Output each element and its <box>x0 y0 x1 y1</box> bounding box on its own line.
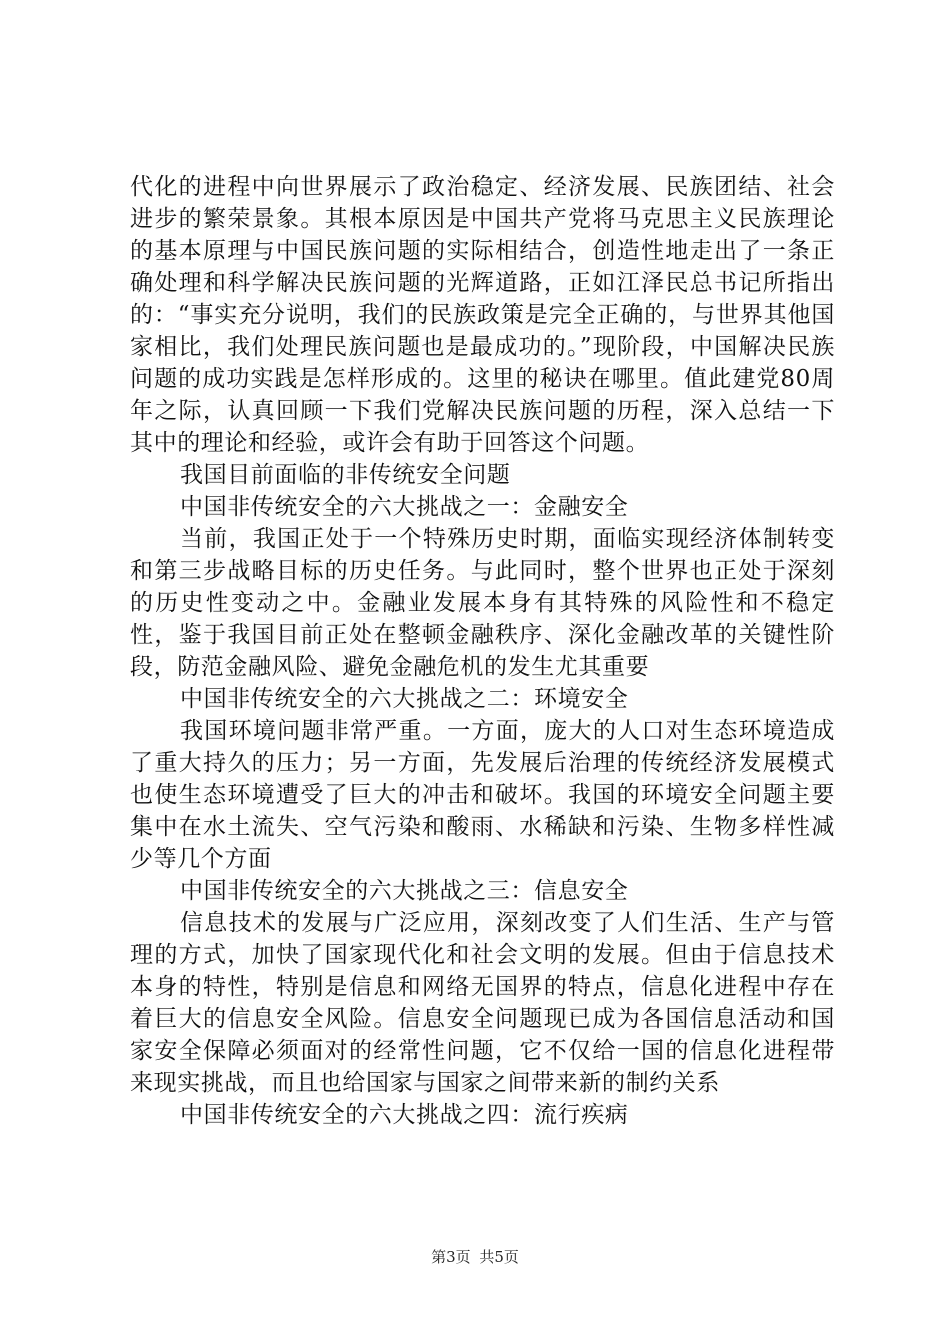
challenge-heading-finance: 中国非传统安全的六大挑战之一：金融安全 <box>180 494 629 520</box>
page-total: 共5页 <box>479 1248 519 1266</box>
paragraph-information: 信息技术的发展与广泛应用，深刻改变了人们生活、生产与管理的方式，加快了国家现代化和社会文明的发展。但由于信息技术本身的特性，特别是信息和网络无国界的特点，信息化进程中存在着巨大的信息安全风险。信息安全问题现已成为各国信息活动和国家安全保障必须面对的经常性问题，它不仅给一国的信息化进程带来现实挑战，而且也给国家与国家之间带来新的制约关系 <box>130 910 835 1096</box>
challenge-heading-disease: 中国非传统安全的六大挑战之四：流行疾病 <box>180 1102 629 1128</box>
paragraph-finance: 当前，我国正处于一个特殊历史时期，面临实现经济体制转变和第三步战略目标的历史任务。与此同时，整个世界也正处于深刻的历史性变动之中。金融业发展本身有其特殊的风险性和不稳定性，鉴于我国目前正处在整顿金融秩序、深化金融改革的关键性阶段，防范金融风险、避免金融危机的发生尤其重要 <box>130 526 835 680</box>
paragraph-environment: 我国环境问题非常严重。一方面，庞大的人口对生态环境造成了重大持久的压力；另一方面，先发展后治理的传统经济发展模式也使生态环境遭受了巨大的冲击和破坏。我国的环境安全问题主要集中在水土流失、空气污染和酸雨、水稀缺和污染、生物多样性减少等几个方面 <box>130 718 835 872</box>
paragraph-intro: 代化的进程中向世界展示了政治稳定、经济发展、民族团结、社会进步的繁荣景象。其根本原因是中国共产党将马克思主义民族理论的基本原理与中国民族问题的实际相结合，创造性地走出了一条正确处理和科学解决民族问题的光辉道路，正如江泽民总书记所指出的：“事实充分说明，我们的民族政策是完全正确的，与世界其他国家相比，我们处理民族问题也是最成功的。”现阶段，中国解决民族问题的成功实践是怎样形成的。这里的秘诀在哪里。值此建党80周年之际，认真回顾一下我们党解决民族问题的历程，深入总结一下其中的理论和经验，或许会有助于回答这个问题。 <box>130 174 835 456</box>
page-footer <box>0 1246 950 1267</box>
section-heading: 我国目前面临的非传统安全问题 <box>180 462 511 488</box>
challenge-heading-information: 中国非传统安全的六大挑战之三：信息安全 <box>180 878 629 904</box>
challenge-heading-environment: 中国非传统安全的六大挑战之二：环境安全 <box>180 686 629 712</box>
document-body <box>130 171 835 1131</box>
page-number: 第3页 <box>431 1248 471 1266</box>
